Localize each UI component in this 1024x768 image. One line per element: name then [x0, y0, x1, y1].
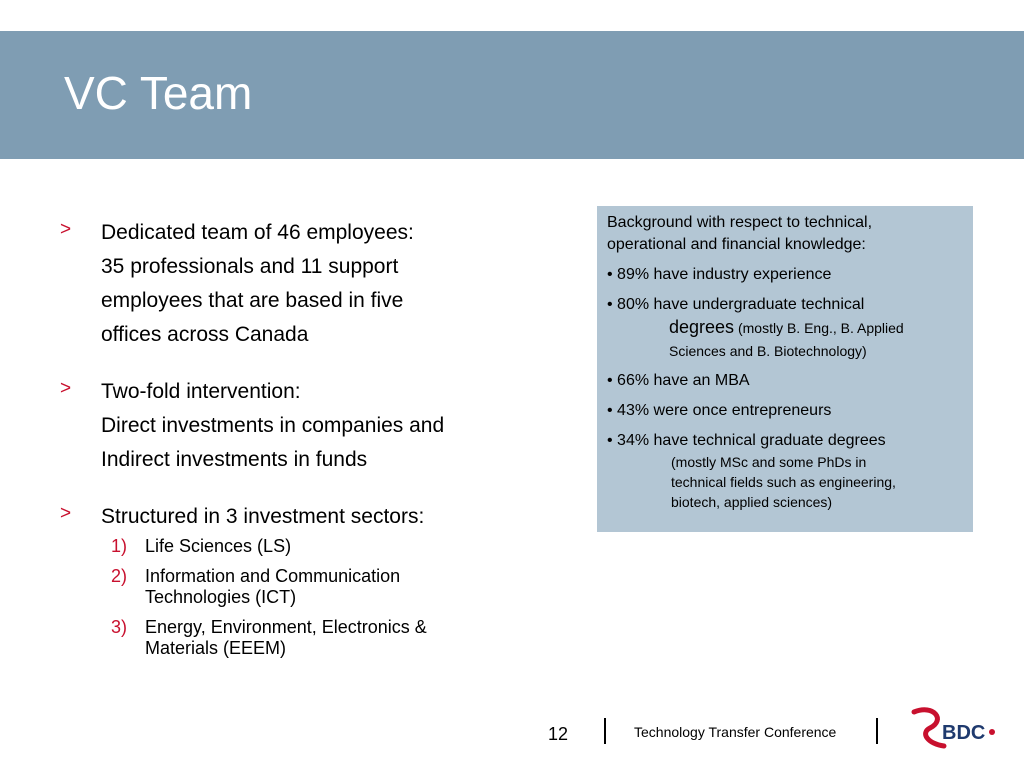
- bullet-text: employees that are based in five: [101, 289, 404, 312]
- bullet-item: [60, 500, 560, 659]
- bullet-marker: >: [60, 219, 72, 240]
- bullet-marker: >: [60, 378, 72, 399]
- bullet-list: [60, 216, 560, 682]
- sector-item: [101, 566, 560, 608]
- box-item-text: degrees: [669, 317, 735, 337]
- sector-text: Materials (EEEM): [145, 638, 287, 658]
- footer-divider: [876, 718, 878, 744]
- bullet-text: Direct investments in companies and: [101, 414, 445, 437]
- box-item-note: (mostly B. Eng., B. Applied: [734, 320, 904, 336]
- sector-number: 3): [111, 617, 128, 637]
- box-item: • 43% were once entrepreneurs: [607, 402, 832, 419]
- box-intro: Background with respect to technical,: [607, 214, 873, 231]
- footer-divider: [604, 718, 606, 744]
- conference-name: Technology Transfer Conference: [634, 724, 837, 740]
- box-item-note: (mostly MSc and some PhDs in: [671, 454, 867, 470]
- box-item-continuation: [607, 316, 963, 340]
- box-item-note: technical fields such as engineering,: [671, 474, 896, 490]
- background-box: [597, 206, 973, 532]
- box-intro: operational and financial knowledge:: [607, 236, 866, 253]
- bullet-marker: >: [60, 503, 72, 524]
- box-item: • 66% have an MBA: [607, 372, 750, 389]
- sector-item: [101, 617, 560, 659]
- box-item-note: biotech, applied sciences): [671, 494, 833, 510]
- sector-text: Energy, Environment, Electronics &: [145, 617, 427, 637]
- sector-list: [101, 536, 560, 659]
- bullet-text: Dedicated team of 46 employees:: [101, 221, 414, 244]
- bdc-logo: [906, 706, 996, 752]
- sector-item: [101, 536, 560, 557]
- box-item: • 80% have undergraduate technical: [607, 296, 865, 313]
- sector-number: 1): [111, 536, 128, 556]
- bullet-item: [60, 375, 560, 477]
- bdc-logo-text: BDC: [942, 722, 986, 744]
- bullet-text: 35 professionals and 11 support: [101, 255, 399, 278]
- box-item: • 89% have industry experience: [607, 266, 832, 283]
- bdc-logo-dot: [989, 729, 995, 735]
- bullet-text: Two-fold intervention:: [101, 380, 301, 403]
- bullet-item: [60, 216, 560, 352]
- bullet-text: Indirect investments in funds: [101, 448, 368, 471]
- box-item-note: Sciences and B. Biotechnology): [669, 343, 867, 359]
- sector-text: Technologies (ICT): [145, 587, 297, 607]
- box-item: • 34% have technical graduate degrees: [607, 432, 886, 449]
- page-number: 12: [548, 724, 569, 744]
- sector-text: Life Sciences (LS): [145, 536, 292, 556]
- sector-text: Information and Communication: [145, 566, 401, 586]
- bdc-logo-swirl: [914, 710, 944, 746]
- bullet-text: offices across Canada: [101, 323, 309, 346]
- sector-number: 2): [111, 566, 128, 586]
- slide-title: VC Team: [64, 67, 253, 119]
- bullet-text: Structured in 3 investment sectors:: [101, 505, 425, 528]
